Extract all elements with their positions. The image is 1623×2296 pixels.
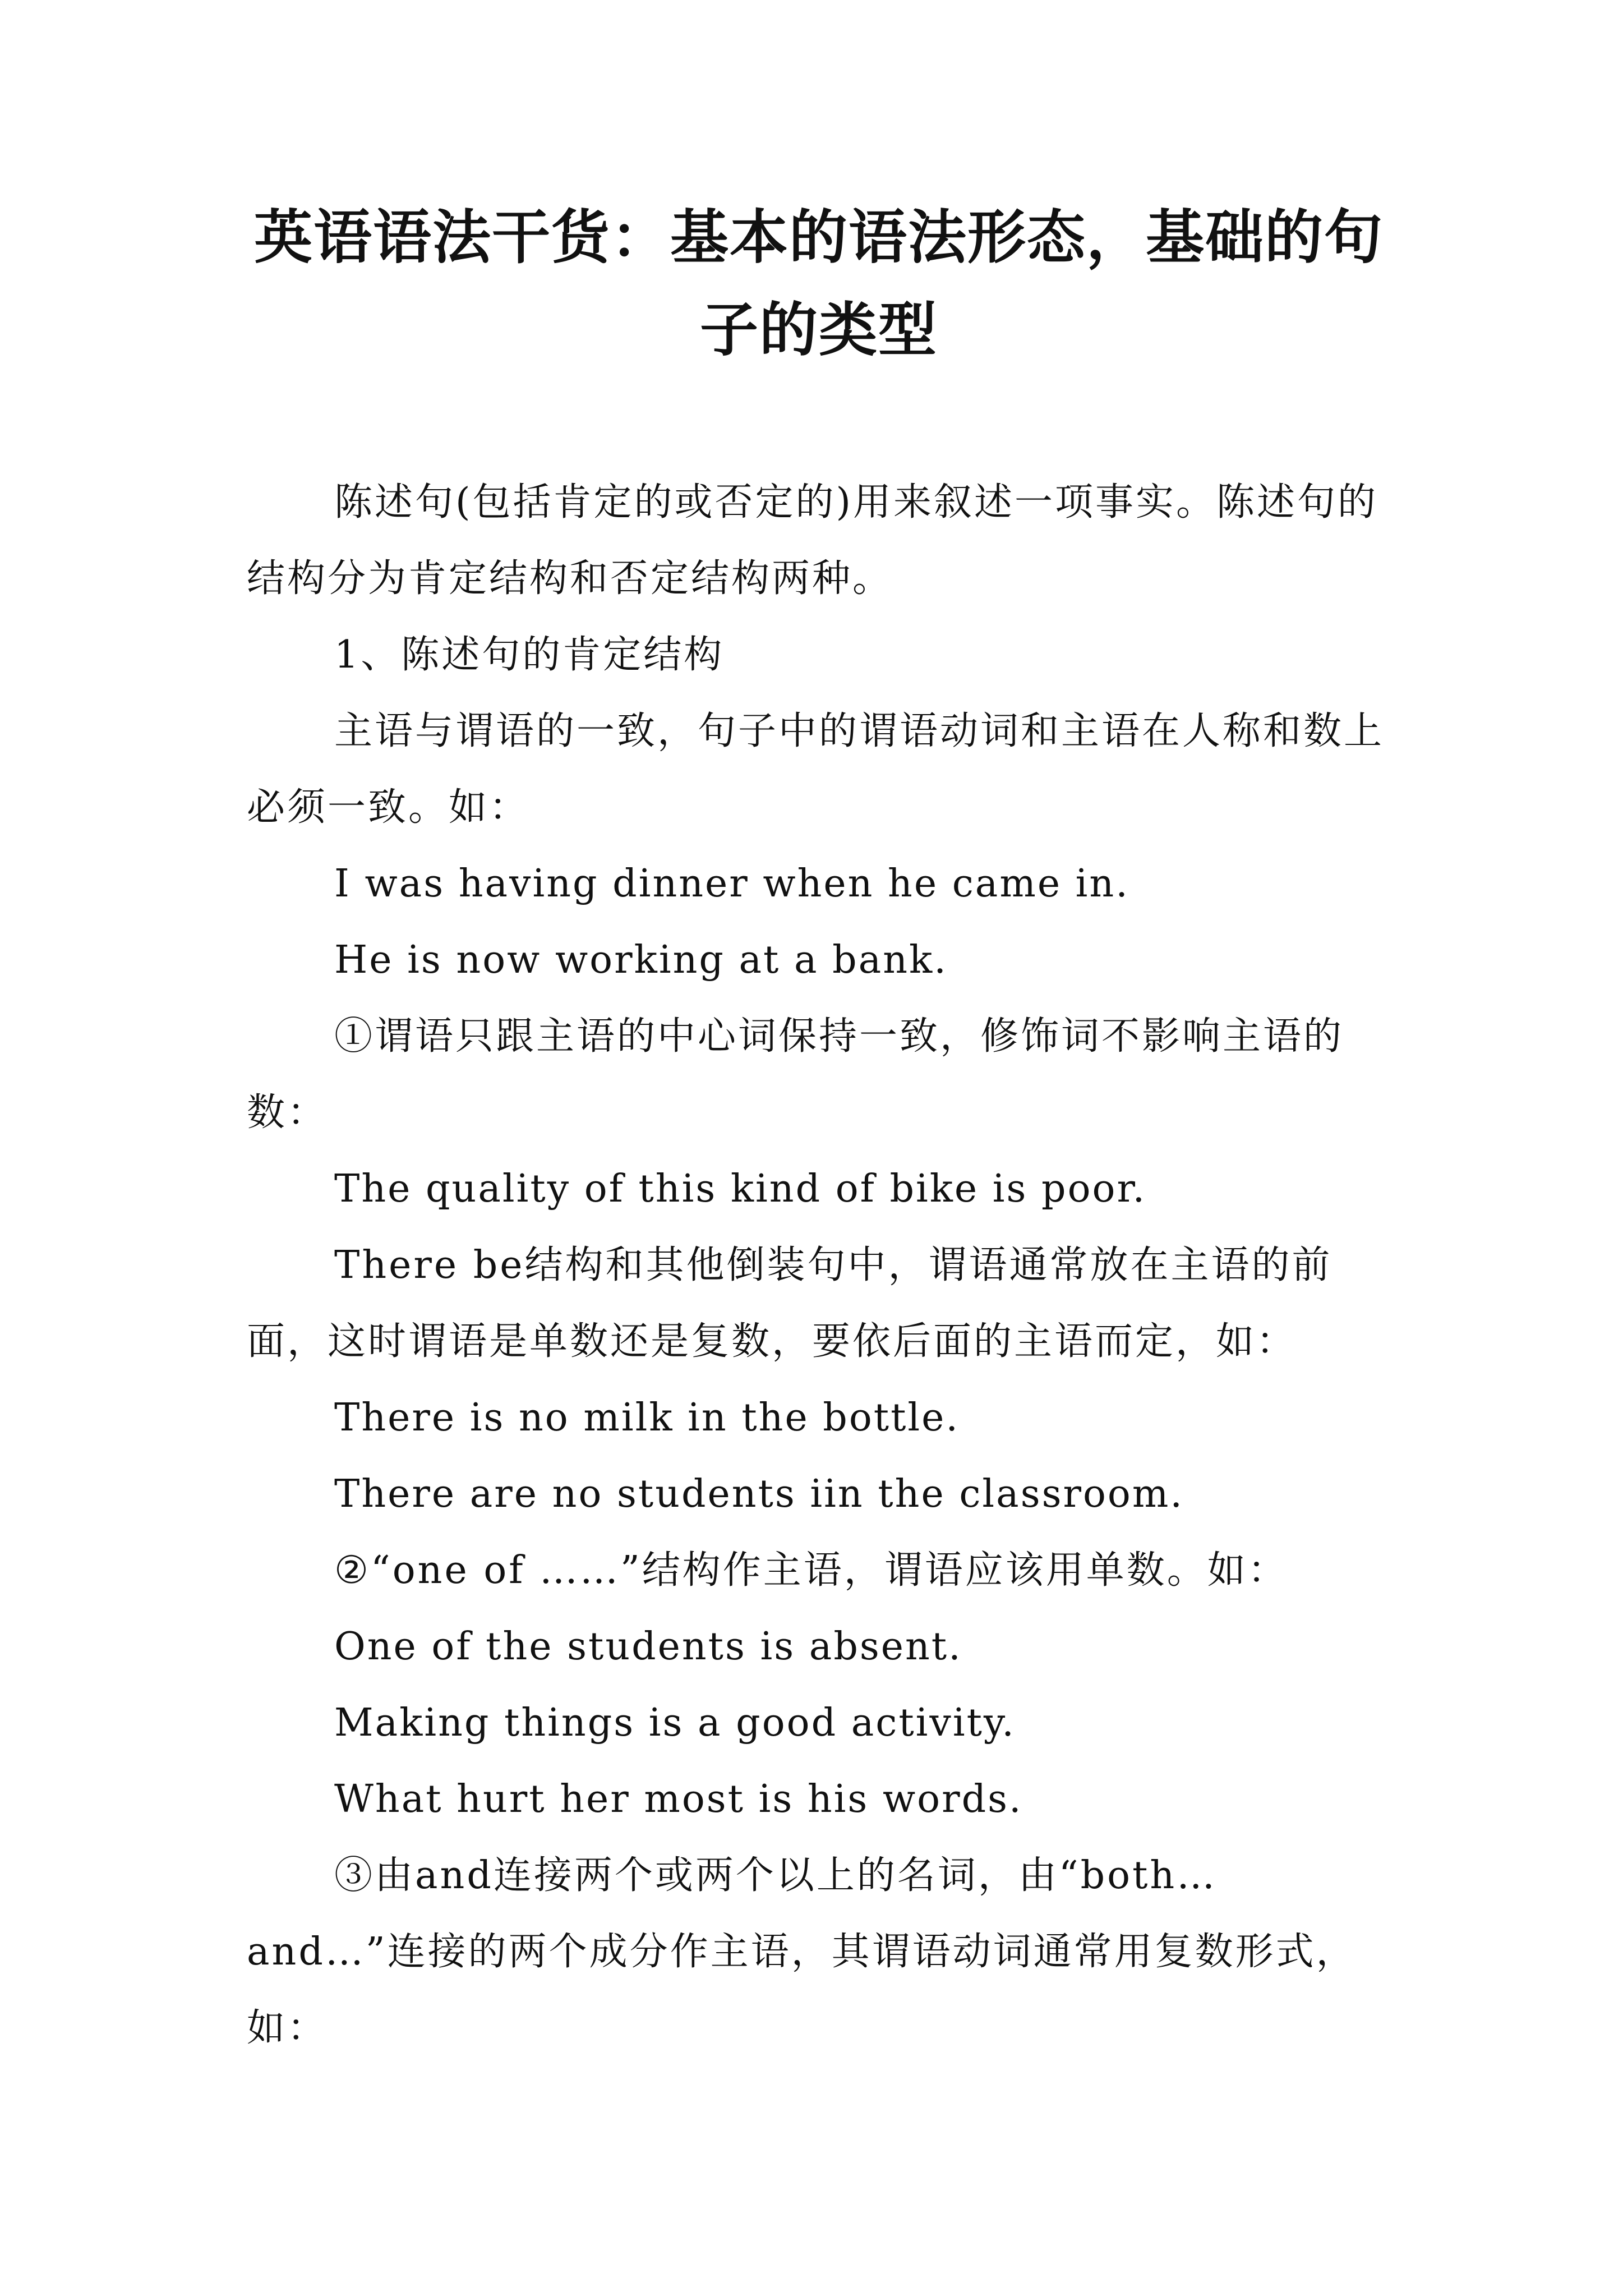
example-sentence: He is now working at a bank.: [334, 938, 948, 982]
title-line-1: 英语语法干货：基本的语法形态，基础的句: [253, 203, 1384, 272]
example-sentence: One of the students is absent.: [334, 1625, 962, 1669]
paragraph-agreement-rule: 主语与谓语的一致，句子中的谓语动词和主语在人称和数上必须一致。如：: [247, 709, 1385, 830]
example-sentence: Making things is a good activity.: [334, 1701, 1016, 1745]
paragraph-rule-2: ②“one of ……”结构作主语，谓语应该用单数。如：: [334, 1548, 1288, 1593]
paragraph-intro: 陈述句(包括肯定的或否定的)用来叙述一项事实。陈述句的结构分为肯定结构和否定结构两种。: [247, 480, 1378, 601]
example-sentence: There is no milk in the bottle.: [334, 1396, 960, 1440]
document-title: [247, 191, 1391, 376]
example-sentence: What hurt her most is his words.: [334, 1777, 1023, 1821]
paragraph-rule-1: ①谓语只跟主语的中心词保持一致，修饰词不影响主语的数：: [247, 1014, 1344, 1135]
example-sentence: There are no students iin the classroom.: [334, 1472, 1184, 1516]
example-sentence: The quality of this kind of bike is poor.: [334, 1167, 1147, 1211]
paragraph-heading-1: 1、陈述句的肯定结构: [334, 633, 725, 677]
title-line-2: 子的类型: [699, 295, 938, 364]
paragraph-rule-3: ③由and连接两个或两个以上的名词，由“both…and…”连接的两个成分作主语，其谓语动词通常用复数形式，如：: [247, 1853, 1357, 2050]
document-body: [247, 464, 1385, 2067]
paragraph-there-be-rule: There be结构和其他倒装句中，谓语通常放在主语的前面，这时谓语是单数还是复数，要依后面的主语而定，如：: [247, 1243, 1332, 1364]
example-sentence: I was having dinner when he came in.: [334, 862, 1129, 906]
